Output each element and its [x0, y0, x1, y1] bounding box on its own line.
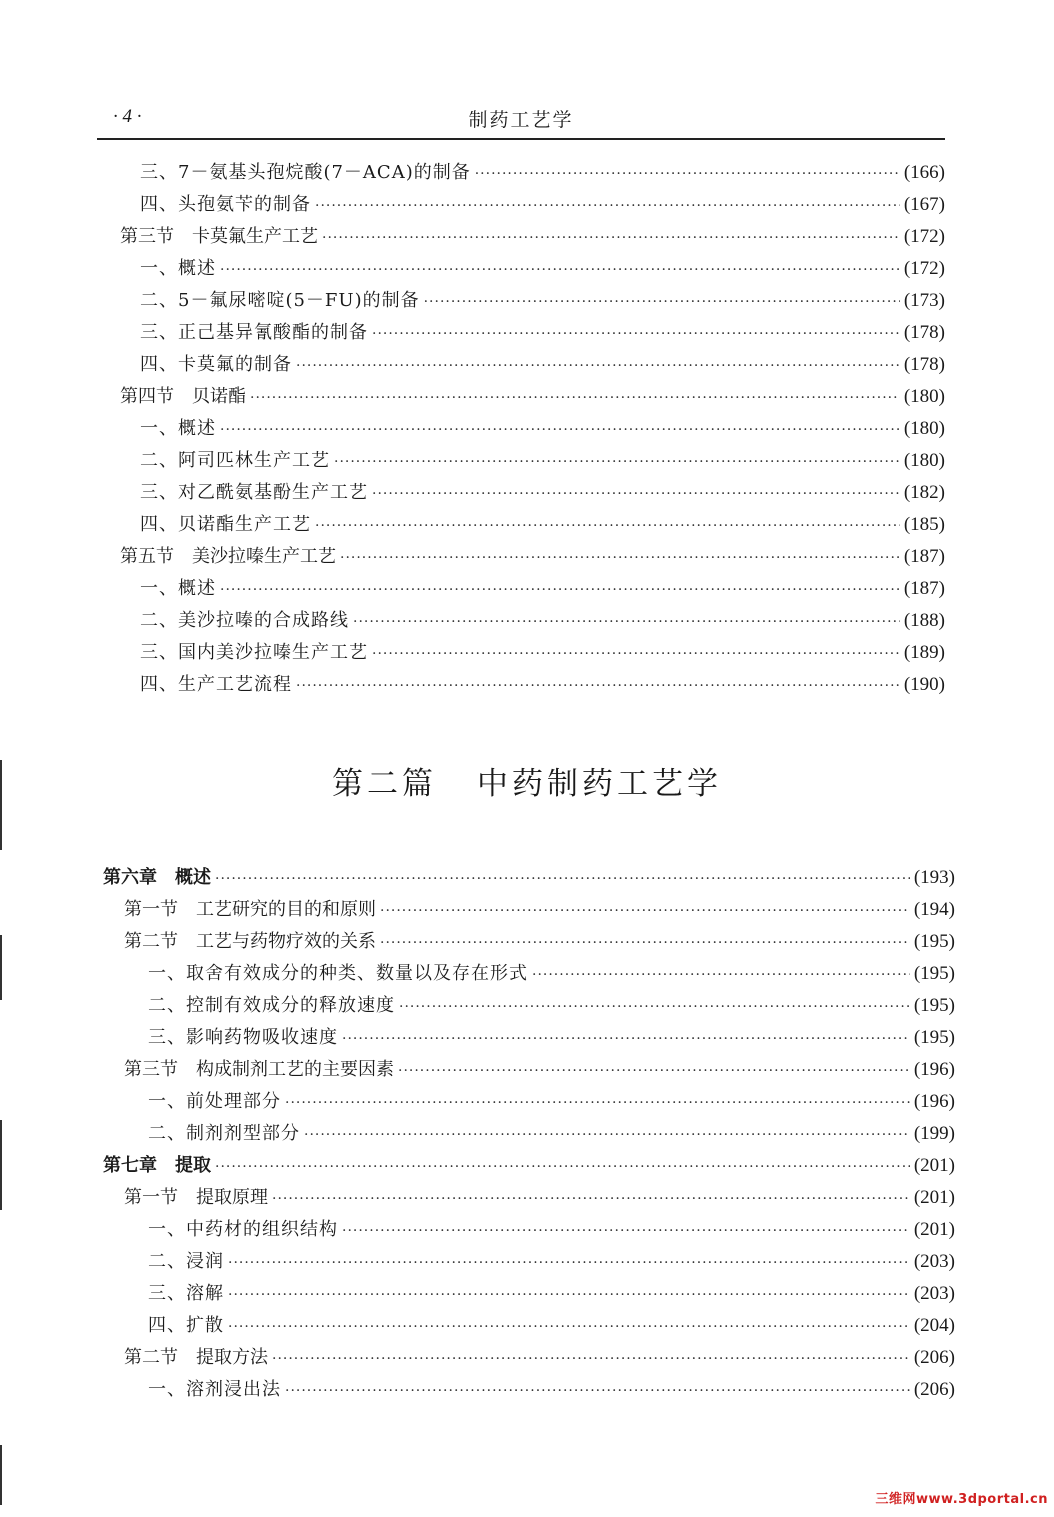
leader-dots	[475, 160, 900, 188]
leader-dots	[304, 1121, 910, 1149]
toc-entry	[140, 607, 945, 635]
toc-entry	[124, 896, 955, 924]
toc-entry-title: 三、正己基异氰酸酯的制备	[140, 322, 368, 343]
leader-dots	[220, 256, 900, 284]
toc-entry	[140, 319, 945, 347]
leader-dots	[220, 416, 900, 444]
toc-entry-title: 二、控制有效成分的释放速度	[148, 995, 395, 1016]
leader-dots	[285, 1377, 910, 1405]
leader-dots	[398, 1057, 910, 1085]
leader-dots	[372, 320, 900, 348]
toc-entry-page: (172)	[903, 258, 945, 279]
toc-entry-page: (173)	[903, 290, 945, 311]
toc-entry	[148, 1088, 955, 1116]
toc-entry	[140, 287, 945, 315]
leader-dots	[372, 640, 900, 668]
leader-dots	[228, 1249, 910, 1277]
toc-entry-page: (195)	[913, 1027, 955, 1048]
toc-entry-title: 四、头孢氨苄的制备	[140, 194, 311, 215]
scan-edge-mark	[0, 760, 2, 850]
toc-entry	[103, 1152, 955, 1180]
leader-dots	[296, 352, 900, 380]
toc-entry	[148, 1216, 955, 1244]
toc-entry	[124, 1184, 955, 1212]
toc-entry-title: 第七章 提取	[103, 1155, 211, 1176]
toc-entry-page: (193)	[913, 867, 955, 888]
leader-dots	[250, 384, 900, 412]
toc-entry-page: (203)	[913, 1283, 955, 1304]
toc-entry-page: (166)	[903, 162, 945, 183]
toc-entry-page: (201)	[913, 1155, 955, 1176]
toc-entry-title: 三、溶解	[148, 1283, 224, 1304]
toc-entry-title: 一、概述	[140, 578, 216, 599]
leader-dots	[532, 961, 910, 989]
leader-dots	[215, 865, 910, 893]
toc-entry	[120, 543, 945, 571]
toc-entry-page: (196)	[913, 1059, 955, 1080]
toc-entry	[140, 575, 945, 603]
toc-entry-page: (201)	[913, 1187, 955, 1208]
toc-entry	[148, 1248, 955, 1276]
toc-entry-title: 四、扩散	[148, 1315, 224, 1336]
toc-entry	[148, 992, 955, 1020]
toc-entry-page: (196)	[913, 1091, 955, 1112]
toc-entry	[120, 383, 945, 411]
toc-entry	[103, 864, 955, 892]
toc-entry	[124, 928, 955, 956]
scan-edge-mark	[0, 1445, 2, 1505]
toc-entry-title: 四、贝诺酯生产工艺	[140, 514, 311, 535]
toc-entry	[148, 1024, 955, 1052]
toc-entry-title: 二、5－氟尿嘧啶(5－FU)的制备	[140, 290, 420, 311]
toc-entry-page: (204)	[913, 1315, 955, 1336]
toc-entry-page: (180)	[903, 418, 945, 439]
toc-entry-title: 二、制剂剂型部分	[148, 1123, 300, 1144]
toc-entry-title: 第六章 概述	[103, 867, 211, 888]
toc-entry-page: (187)	[903, 546, 945, 567]
toc-entry-page: (190)	[903, 674, 945, 695]
toc-entry-title: 第三节 构成制剂工艺的主要因素	[124, 1059, 394, 1080]
scan-edge-mark	[0, 1120, 2, 1210]
toc-entry-title: 二、美沙拉嗪的合成路线	[140, 610, 349, 631]
toc-entry	[140, 191, 945, 219]
toc-entry	[140, 447, 945, 475]
toc-entry-title: 二、浸润	[148, 1251, 224, 1272]
toc-entry	[148, 1120, 955, 1148]
leader-dots	[220, 576, 900, 604]
toc-entry-page: (194)	[913, 899, 955, 920]
toc-entry	[124, 1056, 955, 1084]
leader-dots	[380, 929, 910, 957]
toc-entry-page: (180)	[903, 450, 945, 471]
toc-entry-page: (167)	[903, 194, 945, 215]
toc-entry-title: 四、生产工艺流程	[140, 674, 292, 695]
toc-entry-page: (206)	[913, 1347, 955, 1368]
toc-entry-page: (206)	[913, 1379, 955, 1400]
toc-entry-page: (203)	[913, 1251, 955, 1272]
toc-entry	[120, 223, 945, 251]
leader-dots	[399, 993, 910, 1021]
toc-entry-page: (201)	[913, 1219, 955, 1240]
toc-entry-title: 二、阿司匹林生产工艺	[140, 450, 330, 471]
leader-dots	[380, 897, 910, 925]
toc-entry-title: 第一节 提取原理	[124, 1187, 268, 1208]
toc-entry-title: 一、溶剂浸出法	[148, 1379, 281, 1400]
toc-entry-page: (180)	[903, 386, 945, 407]
toc-entry-page: (188)	[903, 610, 945, 631]
running-title: 制药工艺学	[468, 109, 574, 131]
leader-dots	[322, 224, 900, 252]
part-number: 第二篇	[332, 766, 437, 802]
toc-entry	[140, 415, 945, 443]
toc-entry-title: 三、对乙酰氨基酚生产工艺	[140, 482, 368, 503]
toc-entry	[140, 479, 945, 507]
toc-entry-page: (195)	[913, 995, 955, 1016]
leader-dots	[272, 1185, 910, 1213]
leader-dots	[342, 1025, 910, 1053]
scan-edge-mark	[0, 935, 2, 1000]
toc-entry-page: (185)	[903, 514, 945, 535]
leader-dots	[296, 672, 900, 700]
toc-entry	[148, 1376, 955, 1404]
toc-entry-title: 第五节 美沙拉嗪生产工艺	[120, 546, 336, 567]
toc-entry-page: (178)	[903, 354, 945, 375]
toc-entry	[140, 351, 945, 379]
toc-entry-page: (195)	[913, 963, 955, 984]
toc-entry-page: (195)	[913, 931, 955, 952]
leader-dots	[340, 544, 900, 572]
leader-dots	[228, 1313, 910, 1341]
toc-entry-title: 一、取舍有效成分的种类、数量以及存在形式	[148, 963, 528, 984]
leader-dots	[228, 1281, 910, 1309]
leader-dots	[342, 1217, 910, 1245]
toc-entry	[148, 1312, 955, 1340]
toc-entry	[140, 639, 945, 667]
leader-dots	[424, 288, 900, 316]
leader-dots	[353, 608, 900, 636]
toc-entry-page: (187)	[903, 578, 945, 599]
leader-dots	[372, 480, 900, 508]
toc-entry-page: (189)	[903, 642, 945, 663]
toc-entry-title: 一、前处理部分	[148, 1091, 281, 1112]
toc-entry-title: 一、概述	[140, 418, 216, 439]
toc-entry-title: 三、7－氨基头孢烷酸(7－ACA)的制备	[140, 162, 471, 183]
leader-dots	[215, 1153, 910, 1181]
toc-entry-title: 三、影响药物吸收速度	[148, 1027, 338, 1048]
toc-entry-page: (199)	[913, 1123, 955, 1144]
toc-entry	[124, 1344, 955, 1372]
toc-entry-title: 第一节 工艺研究的目的和原则	[124, 899, 376, 920]
leader-dots	[315, 192, 900, 220]
watermark: 三维网www.3dportal.cn	[875, 1492, 1048, 1507]
toc-entry-title: 三、国内美沙拉嗪生产工艺	[140, 642, 368, 663]
page-number: · 4 ·	[113, 106, 142, 127]
part-name: 中药制药工艺学	[477, 766, 722, 802]
toc-entry-page: (178)	[903, 322, 945, 343]
leader-dots	[272, 1345, 910, 1373]
toc-entry-page: (172)	[903, 226, 945, 247]
toc-entry	[140, 159, 945, 187]
page-header	[97, 98, 945, 140]
part-heading	[0, 758, 1054, 803]
toc-entry-title: 四、卡莫氟的制备	[140, 354, 292, 375]
toc-entry	[140, 671, 945, 699]
toc-entry-page: (182)	[903, 482, 945, 503]
toc-entry-title: 第四节 贝诺酯	[120, 386, 246, 407]
toc-entry-title: 一、中药材的组织结构	[148, 1219, 338, 1240]
toc-entry	[140, 255, 945, 283]
toc-entry	[148, 960, 955, 988]
leader-dots	[315, 512, 900, 540]
toc-entry-title: 第三节 卡莫氟生产工艺	[120, 226, 318, 247]
toc-entry-title: 一、概述	[140, 258, 216, 279]
leader-dots	[285, 1089, 910, 1117]
toc-entry	[140, 511, 945, 539]
leader-dots	[334, 448, 900, 476]
toc-entry-title: 第二节 提取方法	[124, 1347, 268, 1368]
toc-entry	[148, 1280, 955, 1308]
toc-entry-title: 第二节 工艺与药物疗效的关系	[124, 931, 376, 952]
